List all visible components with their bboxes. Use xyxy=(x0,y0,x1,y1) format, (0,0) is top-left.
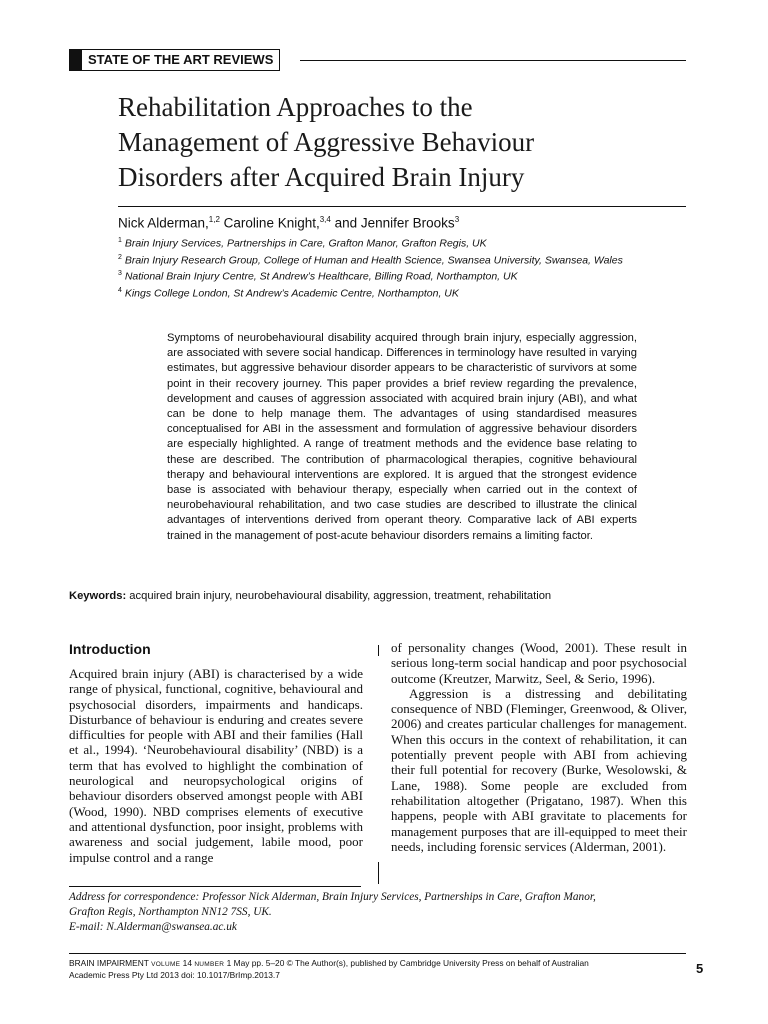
author-name: and Jennifer Brooks xyxy=(330,215,455,231)
correspondence-line: Address for correspondence: Professor Nick Alderman, Brain Injury Services, Partnerships in Care, Grafton Manor, xyxy=(69,891,596,903)
affiliations xyxy=(118,234,623,301)
body-paragraph: Aggression is a distressing and debilitating consequence of NBD (Fleminger, Greenwood, & Oliver, 2006) and creates particular challenges for management. When this occurs in the context of rehabilitation, it can potentially prevent people with ABI from achieving their full potential for recovery (Burke, Wesolowski, & Lane, 1988). Some people are excluded from rehabilitation altogether (Prigatano, 1987). When this happens, people with ABI gravitate to placements for management purposes that are ill-equipped to meet their needs, including forensic services (Alderman, 2001). xyxy=(391,685,687,854)
column-divider xyxy=(378,645,379,656)
body-paragraph: of personality changes (Wood, 2001). These result in serious long-term social handicap and poor psychosocial outcome (Kreutzer, Marwitz, Seel, & Serio, 1996). xyxy=(391,640,687,686)
abstract: Symptoms of neurobehavioural disability acquired through brain injury, especially aggression, are associated with severe social handicap. Differences in terminology have resulted in varying estimates, but aggressive behaviour disorder appears to be characteristic of survivors at some point in their recovery journey. This paper provides a brief review regarding the prevalence, development and causes of aggression associated with acquired brain injury (ABI), and what can be done to help manage them. The advantages of using standardised measures conceptualised for ABI in the assessment and formulation of aggressive behaviour disorders are especially highlighted. A range of treatment methods and the evidence base relating to these are described. The contribution of pharmacological therapies, cognitive behavioural therapy and behavioural interventions are explored. It is argued that the strongest evidence base is associated with behaviour therapy, especially when carried out in the context of neurobehavioural rehabilitation, and two case studies are described to illustrate the clinical advantages of interventions derived from operant theory. Comparative lack of ABI experts trained in the management of post-acute behaviour disorders remains a limiting factor. xyxy=(167,332,637,542)
footer-line: Academic Press Pty Ltd 2013 doi: 10.1017/BrImp.2013.7 xyxy=(69,970,280,980)
author-affil-ref: 3 xyxy=(454,215,460,224)
title-rule xyxy=(118,206,686,207)
affiliation-text: National Brain Injury Centre, St Andrew’s Healthcare, Billing Road, Northampton, UK xyxy=(121,270,518,283)
author-affil-ref: 3,4 xyxy=(319,215,331,224)
affiliation xyxy=(118,251,623,268)
affiliation-number: 3 xyxy=(118,270,122,278)
affiliation xyxy=(118,284,623,301)
affiliation xyxy=(118,267,623,284)
affiliation-number: 4 xyxy=(118,287,122,295)
affiliation-text: Brain Injury Research Group, College of Human and Health Science, Swansea University, Swansea, Wales xyxy=(121,254,623,267)
column-divider xyxy=(378,862,379,884)
article-title xyxy=(118,90,718,195)
issue-number: 1 xyxy=(224,958,234,968)
number-label: NUMBER xyxy=(194,961,225,968)
footer xyxy=(69,958,669,981)
page-number: 5 xyxy=(696,961,704,976)
author-name: Caroline Knight, xyxy=(219,215,320,231)
author-affil-ref: 1,2 xyxy=(208,215,220,224)
month: May xyxy=(233,958,250,968)
correspondence-rule xyxy=(69,886,361,887)
journal-name: BRAIN IMPAIRMENT xyxy=(69,958,149,968)
affiliation xyxy=(118,234,623,251)
keywords-text: acquired brain injury, neurobehavioural disability, aggression, treatment, rehabilitation xyxy=(126,590,552,602)
right-column xyxy=(391,640,687,854)
footer-rule xyxy=(69,953,686,954)
affiliation-text: Brain Injury Services, Partnerships in Care, Grafton Manor, Grafton Regis, UK xyxy=(121,237,487,250)
title-line: Disorders after Acquired Brain Injury xyxy=(118,162,525,192)
volume-label: VOLUME xyxy=(151,961,181,968)
correspondence xyxy=(69,890,689,935)
affiliation-number: 1 xyxy=(118,237,122,244)
section-heading: Introduction xyxy=(69,641,151,657)
keywords-label: Keywords: xyxy=(69,590,127,602)
volume: 14 xyxy=(180,958,195,968)
author-list xyxy=(118,211,459,233)
keywords xyxy=(69,589,551,603)
header-rule xyxy=(300,60,686,61)
footer-line xyxy=(69,958,669,970)
affiliation-number: 2 xyxy=(118,253,122,261)
section-tag: STATE OF THE ART REVIEWS xyxy=(69,49,280,71)
author-name: Nick Alderman, xyxy=(118,215,209,231)
title-line: Management of Aggressive Behaviour xyxy=(118,127,535,157)
correspondence-line: Grafton Regis, Northampton NN12 7SS, UK. xyxy=(69,906,272,918)
publication-info: pp. 5–20 © The Author(s), published by Cambridge University Press on behalf of Australian xyxy=(249,958,589,968)
affiliation-text: Kings College London, St Andrew’s Academic Centre, Northampton, UK xyxy=(121,287,459,300)
left-column xyxy=(69,641,363,865)
body-paragraph: Acquired brain injury (ABI) is characterised by a wide range of physical, functional, cognitive, behavioural and psychosocial disorders, impairments and handicaps. Disturbance of behaviour is enduring and creates severe difficulties for people with ABI and their families (Hall et al., 1994). ‘Neurobehavioural disability’ (NBD) is a term that has evolved to highlight the combination of neurological and neuropsychological origins of behaviour disorders observed amongst people with ABI (Wood, 1990). NBD comprises elements of executive and attentional dysfunction, poor insight, problems with awareness and social judgement, labile mood, poor impulse control and a range xyxy=(69,666,363,865)
correspondence-email: E-mail: N.Alderman@swansea.ac.uk xyxy=(69,921,237,933)
title-line: Rehabilitation Approaches to the xyxy=(118,92,473,122)
